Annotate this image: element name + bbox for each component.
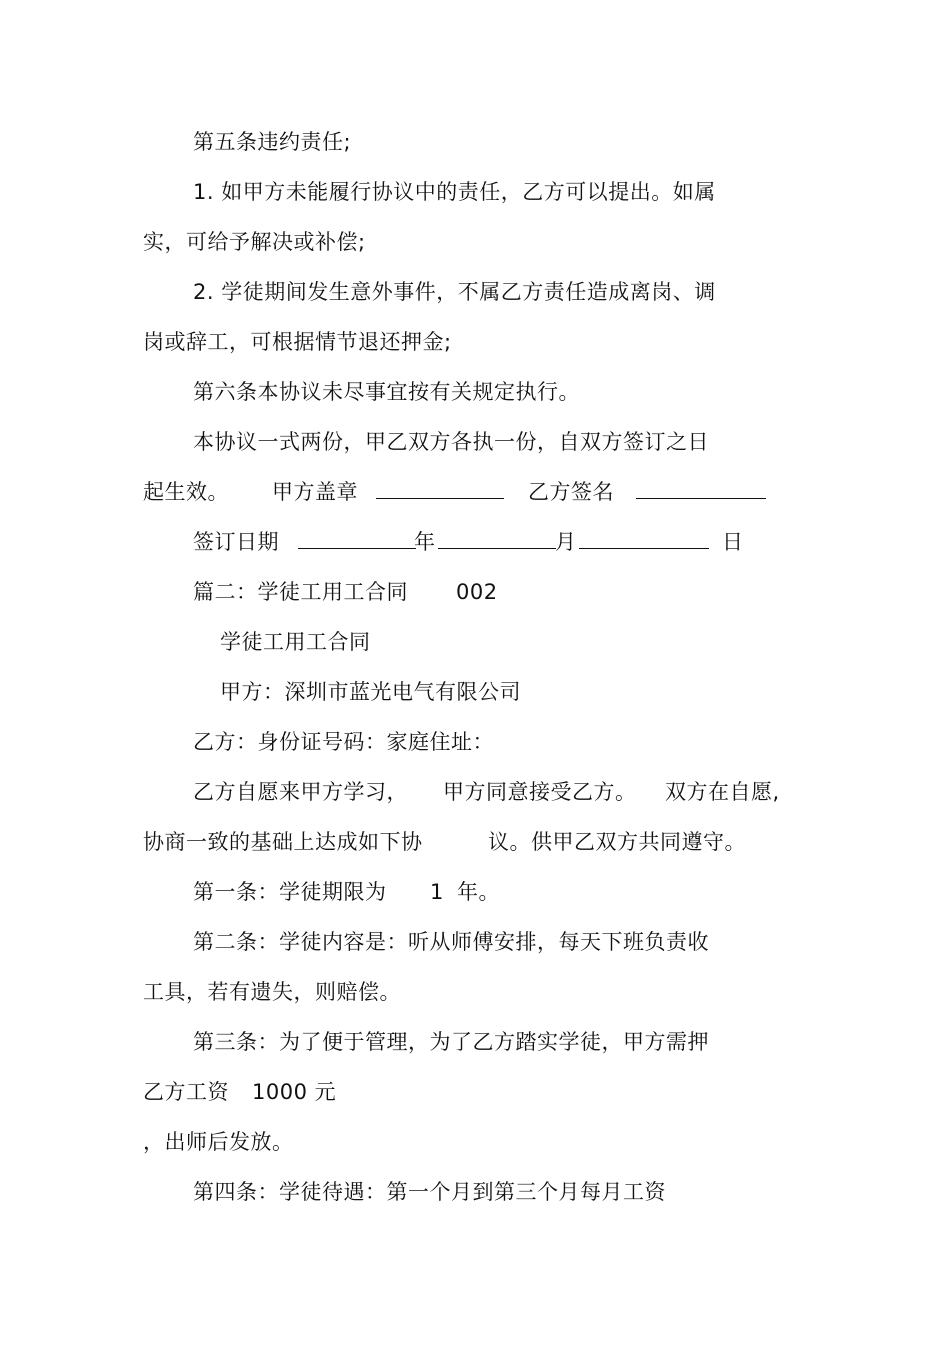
wage-amount: 1000 元 (252, 1080, 337, 1104)
paragraph-line: 1. 如甲方未能履行协议中的责任，乙方可以提出。如属 (193, 180, 716, 204)
day-label: 日 (722, 530, 744, 554)
paragraph-line: 乙方自愿来甲方学习， (193, 780, 408, 804)
wage-label: 乙方工资 (143, 1080, 229, 1104)
article-1-unit: 年。 (457, 880, 500, 904)
article-1-label: 第一条：学徒期限为 (193, 880, 387, 904)
paragraph-line: 岗或辞工，可根据情节退还押金; (143, 330, 452, 354)
paragraph-line: 第四条：学徒待遇：第一个月到第三个月每月工资 (193, 1180, 666, 1204)
paragraph-line: ，出师后发放。 (143, 1130, 294, 1154)
paragraph-line: 2. 学徒期间发生意外事件，不属乙方责任造成离岗、调 (193, 280, 716, 304)
section-title: 篇二：学徒工用工合同 (193, 580, 408, 604)
day-blank (579, 528, 709, 549)
party-b-line: 乙方：身份证号码：家庭住址： (193, 730, 494, 754)
contract-title: 学徒工用工合同 (220, 630, 371, 654)
year-blank (298, 528, 416, 549)
party-a-seal-blank (376, 478, 504, 499)
party-a-seal-label: 甲方盖章 (272, 480, 358, 504)
paragraph-line: 第三条：为了便于管理，为了乙方踏实学徒，甲方需押 (193, 1030, 709, 1054)
party-a-line: 甲方：深圳市蓝光电气有限公司 (220, 680, 521, 704)
party-b-sign-label: 乙方签名 (528, 480, 614, 504)
paragraph-line: 双方在自愿, (665, 780, 780, 804)
month-label: 月 (555, 530, 577, 554)
paragraph-line: 第二条：学徒内容是：听从师傅安排，每天下班负责收 (193, 930, 709, 954)
paragraph-line: 协商一致的基础上达成如下协 (143, 830, 423, 854)
paragraph-line: 甲方同意接受乙方。 (443, 780, 637, 804)
paragraph-line: 实，可给予解决或补偿; (143, 230, 366, 254)
paragraph-line: 本协议一式两份，甲乙双方各执一份，自双方签订之日 (193, 430, 709, 454)
paragraph-line: 工具，若有遗失，则赔偿。 (143, 980, 401, 1004)
paragraph-line: 第五条违约责任; (193, 130, 352, 154)
month-blank (438, 528, 556, 549)
paragraph-line: 第六条本协议未尽事宜按有关规定执行。 (193, 380, 580, 404)
year-label: 年 (414, 530, 436, 554)
sign-date-label: 签订日期 (193, 530, 279, 554)
paragraph-line: 议。供甲乙双方共同遵守。 (488, 830, 746, 854)
effective-text: 起生效。 (143, 480, 229, 504)
section-number: 002 (456, 580, 498, 604)
party-b-sign-blank (636, 478, 766, 499)
article-1-value: 1 (430, 880, 444, 904)
